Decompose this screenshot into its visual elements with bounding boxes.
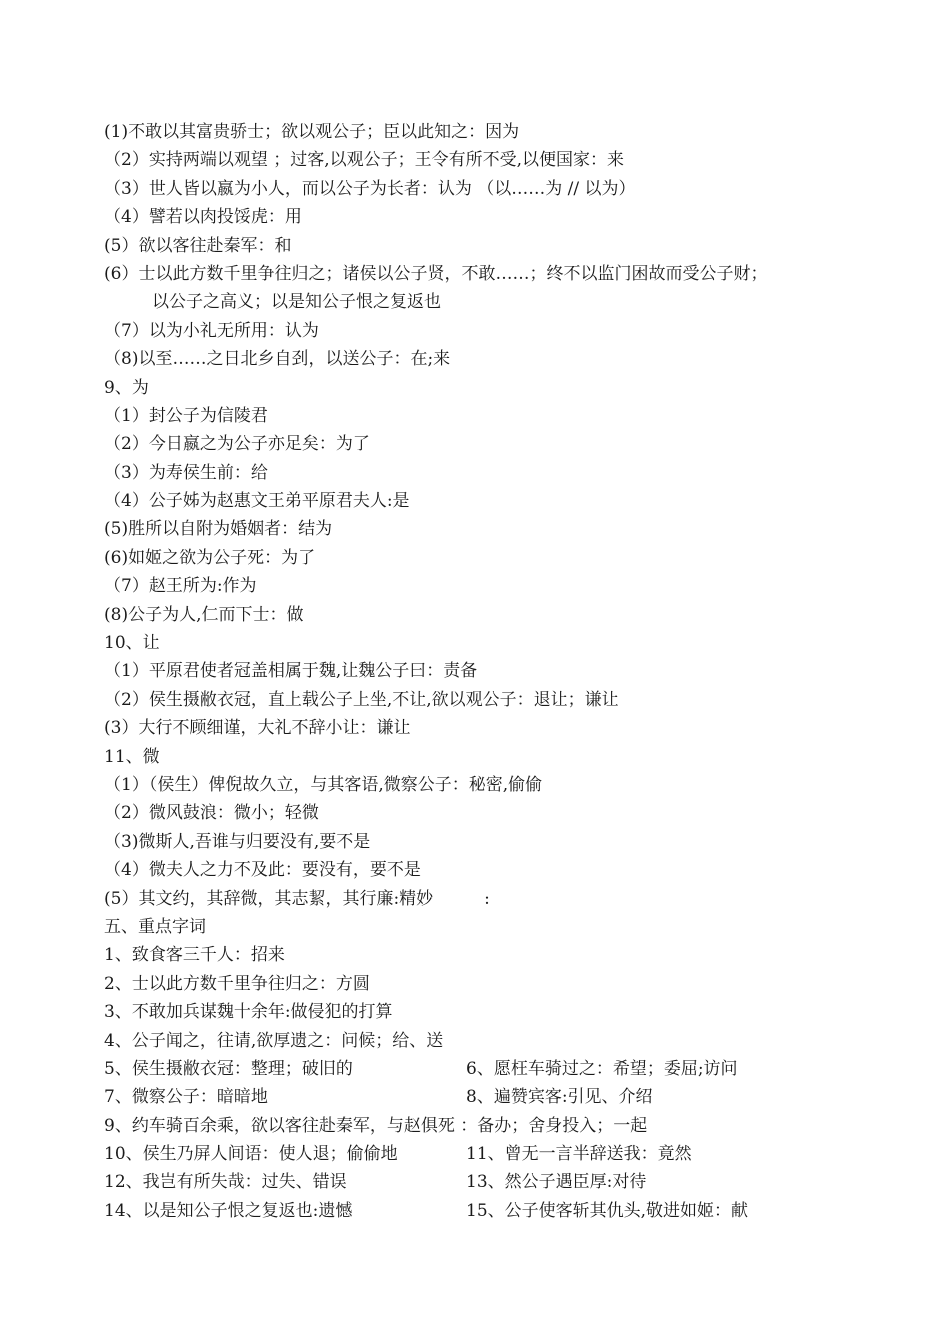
section-heading: 五、重点字词 xyxy=(104,916,206,937)
two-column-row xyxy=(104,1168,904,1196)
text-line: （3）世人皆以嬴为小人，而以公子为长者：认为 （以……为 // 以为） xyxy=(104,178,636,199)
text-line: (3）大行不顾细谨，大礼不辞小让：谦让 xyxy=(104,718,411,739)
text-line: （2）今日嬴之为公子亦足矣：为了 xyxy=(104,434,370,455)
text-line: （4）公子姊为赵惠文王弟平原君夫人:是 xyxy=(104,491,410,512)
text-line: （2）侯生摄敝衣冠，直上载公子上坐,不让,欲以观公子：退让；谦让 xyxy=(104,689,619,710)
text-line: （1）平原君使者冠盖相属于魏,让魏公子曰：责备 xyxy=(104,661,478,682)
text-line: （2）实持两端以观望 ；过客,以观公子；王令有所不受,以便国家：来 xyxy=(104,150,625,171)
vocab-item: 15、公子使客斩其仇头,敬进如姬：献 xyxy=(466,1200,749,1221)
two-column-row xyxy=(104,1197,904,1225)
text-line: （2）微风鼓浪：微小；轻微 xyxy=(104,803,319,824)
text-line-continuation: 以公子之高义；以是知公子恨之复返也 xyxy=(152,292,441,313)
vocab-item: 6、愿枉车骑过之：希望；委屈;访问 xyxy=(466,1058,738,1079)
vocab-item: 7、微察公子：暗暗地 xyxy=(104,1087,268,1108)
section-heading: 10、让 xyxy=(104,633,160,654)
text-line: 9、约车骑百余乘，欲以客往赴秦军，与赵俱死 ：备办；舍身投入；一起 xyxy=(104,1115,648,1136)
text-line: 3、不敢加兵谋魏十余年:做侵犯的打算 xyxy=(104,1002,393,1023)
text-line: (1)不敢以其富贵骄士；欲以观公子；臣以此知之：因为 xyxy=(104,122,520,142)
text-line: 2、士以此方数千里争往归之：方圆 xyxy=(104,973,370,994)
text-line: （8)以至……之日北乡自刭，以送公子：在;来 xyxy=(104,349,451,370)
text-line: (5）其文约，其辞微，其志絜，其行廉:精妙 : xyxy=(104,888,490,909)
text-line: （1）（侯生）俾倪故久立，与其客语,微察公子：秘密,偷偷 xyxy=(104,774,543,795)
vocab-item: 5、侯生摄敝衣冠：整理；破旧的 xyxy=(104,1058,353,1079)
vocab-item: 14、以是知公子恨之复返也:遗憾 xyxy=(104,1200,353,1221)
text-line: （7）以为小礼无所用：认为 xyxy=(104,320,319,341)
vocab-item: 8、遍赞宾客:引见、介绍 xyxy=(466,1087,653,1108)
two-column-row xyxy=(104,1140,904,1168)
section-heading: 9、为 xyxy=(104,377,149,398)
text-line: （3)微斯人,吾谁与归要没有,要不是 xyxy=(104,831,371,852)
text-line: (5)胜所以自附为婚姻者：结为 xyxy=(104,519,333,540)
text-line: 1、致食客三千人：招来 xyxy=(104,945,285,966)
vocab-item: 13、然公子遇臣厚:对待 xyxy=(466,1172,647,1193)
text-line: （4）微夫人之力不及此：要没有，要不是 xyxy=(104,860,421,881)
two-column-row xyxy=(104,1055,904,1083)
text-line: (8)公子为人,仁而下士：做 xyxy=(104,604,304,625)
text-line: (6）士以此方数千里争往归之；诸侯以公子贤，不敢……；终不以监门困故而受公子财； xyxy=(104,263,768,284)
text-line: （4）譬若以肉投馁虎：用 xyxy=(104,207,302,228)
text-line: (5）欲以客往赴秦军：和 xyxy=(104,235,292,256)
text-line: （3）为寿侯生前：给 xyxy=(104,462,268,483)
document-body xyxy=(104,118,904,1225)
vocab-item: 12、我岂有所失哉：过失、错误 xyxy=(104,1172,347,1193)
vocab-item: 11、曾无一言半辞送我：竟然 xyxy=(466,1144,692,1165)
vocab-item: 10、侯生乃屏人间语：使人退；偷偷地 xyxy=(104,1144,398,1165)
text-line: 4、公子闻之，往请,欲厚遗之：问候；给、送 xyxy=(104,1030,444,1051)
text-line: （1）封公子为信陵君 xyxy=(104,405,268,426)
two-column-row xyxy=(104,1083,904,1111)
text-line: （7）赵王所为:作为 xyxy=(104,576,257,597)
text-line: (6)如姬之欲为公子死：为了 xyxy=(104,547,316,568)
section-heading: 11、微 xyxy=(104,746,160,767)
